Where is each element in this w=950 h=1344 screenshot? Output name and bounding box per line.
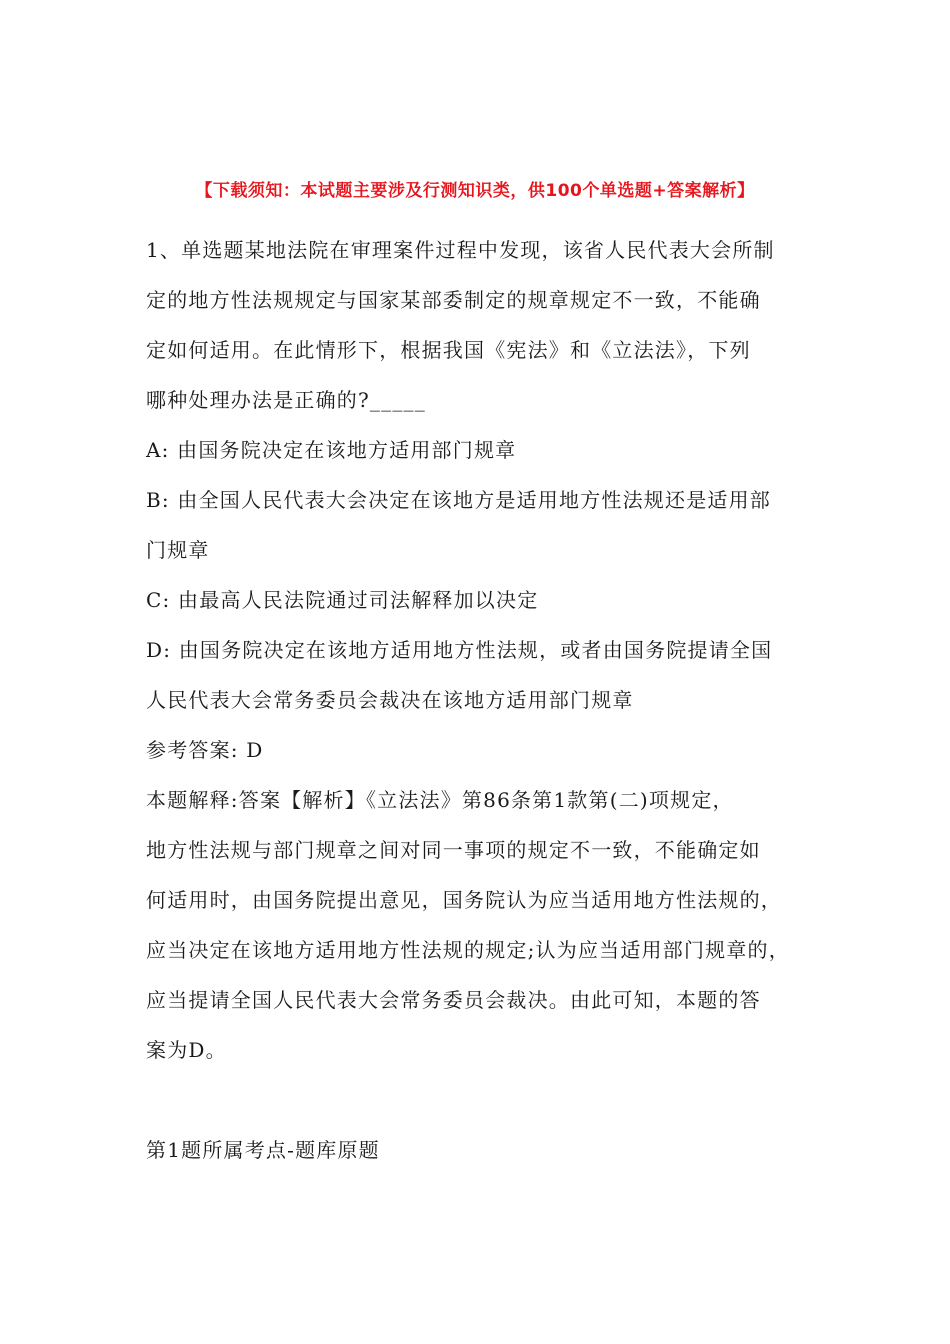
option-a: [146, 432, 818, 482]
option-a-line: A: 由国务院决定在该地方适用部门规章: [146, 438, 517, 462]
question-content: [146, 232, 818, 1182]
section-spacer: [146, 1082, 818, 1132]
option-c: [146, 582, 818, 632]
explanation-line: 应当决定在该地方适用地方性法规的规定;认为应当适用部门规章的，: [146, 938, 790, 962]
explanation-line: 本题解释:答案【解析】《立法法》第86条第1款第(二)项规定，: [146, 788, 734, 812]
question-line: 定如何适用。在此情形下，根据我国《宪法》和《立法法》，下列: [146, 338, 751, 362]
reference-answer: 参考答案: D: [146, 738, 264, 762]
question-stem: [146, 232, 818, 432]
knowledge-point: 第1题所属考点-题库原题: [146, 1138, 380, 1162]
option-d-line: D: 由国务院决定在该地方适用地方性法规，或者由国务院提请全国: [146, 638, 773, 662]
option-b-line: 门规章: [146, 538, 210, 562]
explanation: [146, 782, 818, 1082]
explanation-line: 地方性法规与部门规章之间对同一事项的规定不一致，不能确定如: [146, 838, 761, 862]
question-line: 定的地方性法规规定与国家某部委制定的规章规定不一致，不能确: [146, 288, 761, 312]
question-line: 哪种处理办法是正确的?_____: [146, 388, 426, 412]
explanation-line: 案为D。: [146, 1038, 227, 1062]
question-line: 1、单选题某地法院在审理案件过程中发现，该省人民代表大会所制: [146, 238, 775, 262]
explanation-line: 何适用时，由国务院提出意见，国务院认为应当适用地方性法规的，: [146, 888, 782, 912]
option-d-line: 人民代表大会常务委员会裁决在该地方适用部门规章: [146, 688, 634, 712]
option-c-line: C: 由最高人民法院通过司法解释加以决定: [146, 588, 539, 612]
option-d: [146, 632, 818, 732]
explanation-line: 应当提请全国人民代表大会常务委员会裁决。由此可知，本题的答: [146, 988, 761, 1012]
download-notice: 【下载须知：本试题主要涉及行测知识类，供100个单选题+答案解析】: [195, 181, 755, 201]
option-b-line: B: 由全国人民代表大会决定在该地方是适用地方性法规还是适用部: [146, 488, 771, 512]
option-b: [146, 482, 818, 582]
